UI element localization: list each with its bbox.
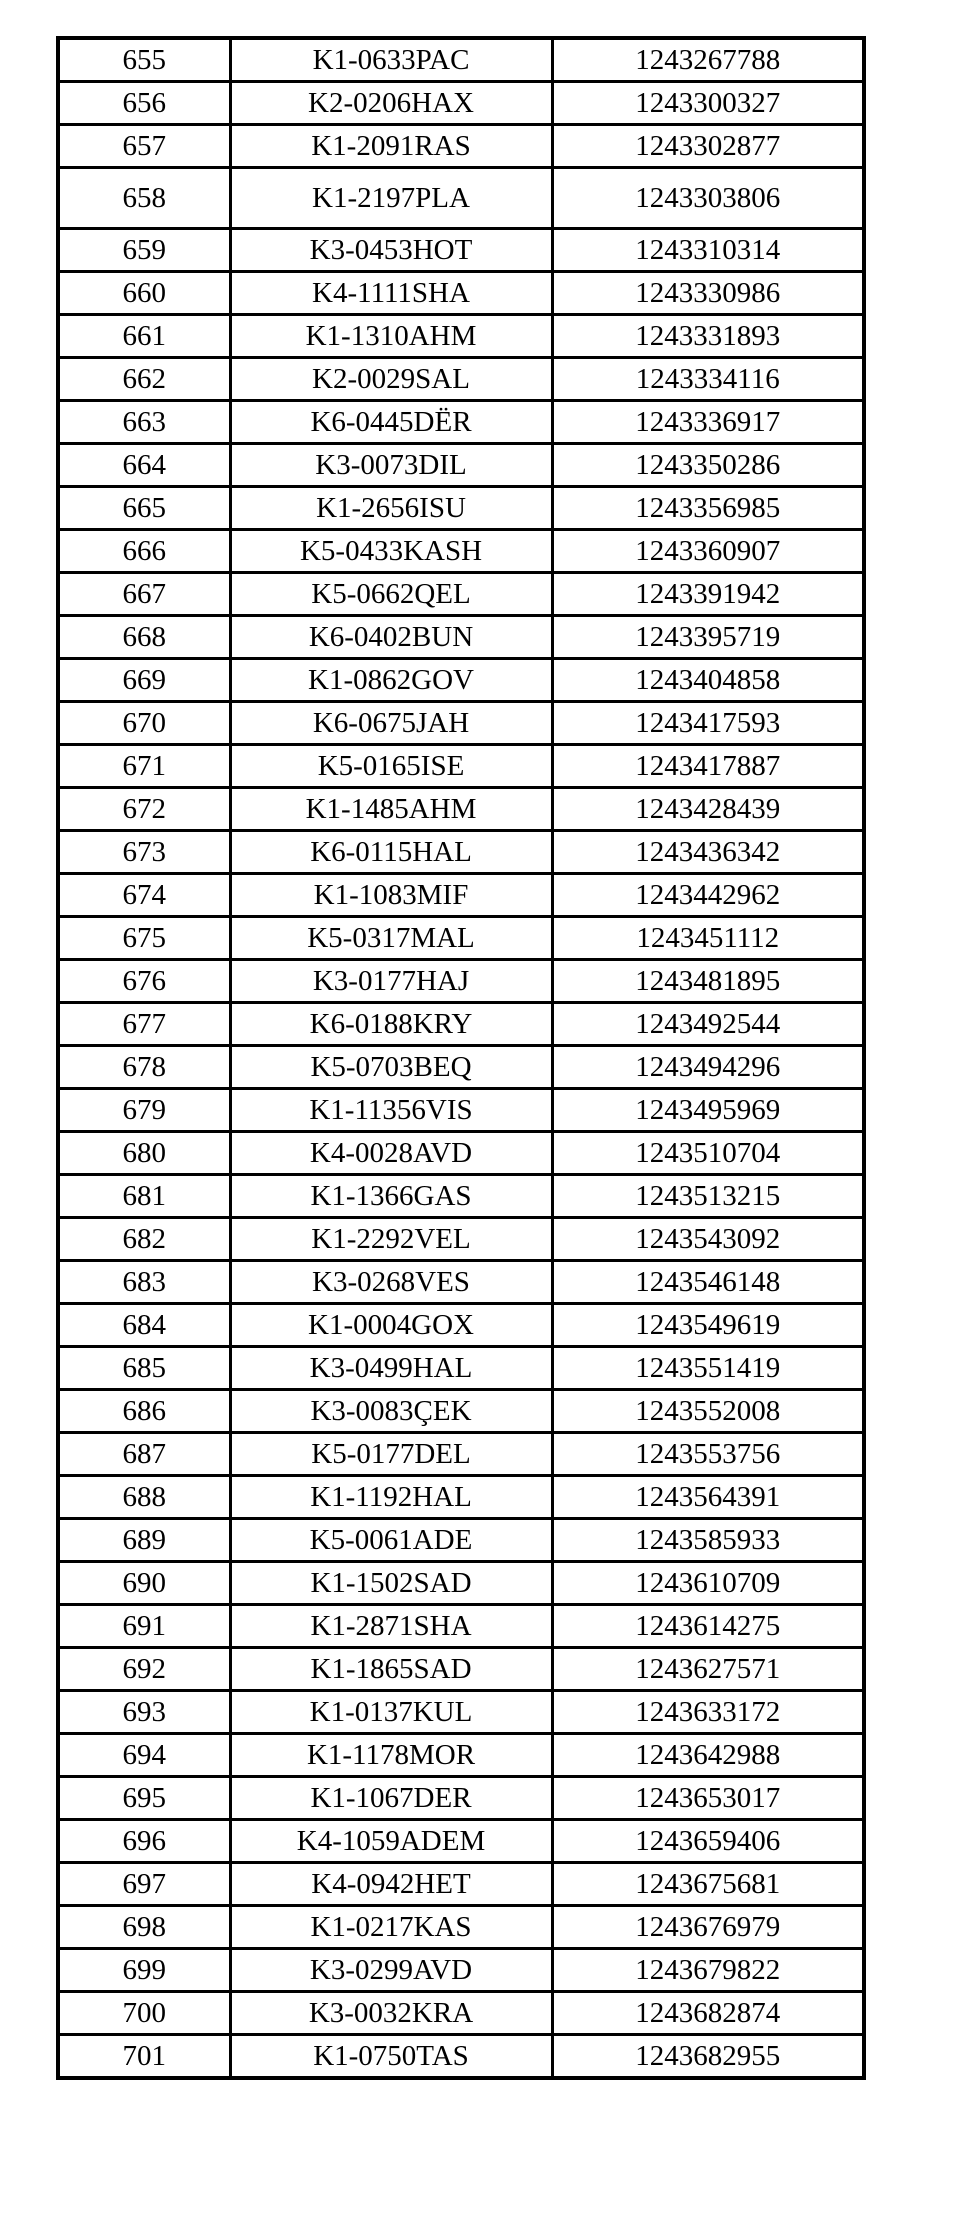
- row-code-cell: K1-0633PAC: [230, 38, 552, 82]
- row-id-cell: 1243417887: [552, 745, 864, 788]
- table-row: [58, 82, 864, 125]
- row-code-cell: K1-1865SAD: [230, 1648, 552, 1691]
- row-code-cell: K1-1502SAD: [230, 1562, 552, 1605]
- row-id-cell: 1243391942: [552, 573, 864, 616]
- row-id-cell: 1243331893: [552, 315, 864, 358]
- table-row: [58, 272, 864, 315]
- row-number-cell: 678: [58, 1046, 230, 1089]
- row-id-cell: 1243334116: [552, 358, 864, 401]
- table-row: [58, 831, 864, 874]
- row-id-cell: 1243543092: [552, 1218, 864, 1261]
- row-number-cell: 677: [58, 1003, 230, 1046]
- row-code-cell: K6-0188KRY: [230, 1003, 552, 1046]
- row-code-cell: K3-0453HOT: [230, 229, 552, 272]
- table-row: [58, 401, 864, 444]
- row-code-cell: K1-0137KUL: [230, 1691, 552, 1734]
- row-number-cell: 673: [58, 831, 230, 874]
- row-id-cell: 1243552008: [552, 1390, 864, 1433]
- table-row: [58, 659, 864, 702]
- row-number-cell: 660: [58, 272, 230, 315]
- row-code-cell: K1-1310AHM: [230, 315, 552, 358]
- table-row: [58, 1046, 864, 1089]
- row-id-cell: 1243610709: [552, 1562, 864, 1605]
- row-id-cell: 1243356985: [552, 487, 864, 530]
- row-id-cell: 1243395719: [552, 616, 864, 659]
- table-row: [58, 1648, 864, 1691]
- row-code-cell: K1-2292VEL: [230, 1218, 552, 1261]
- row-number-cell: 667: [58, 573, 230, 616]
- row-code-cell: K5-0703BEQ: [230, 1046, 552, 1089]
- table-row: [58, 702, 864, 745]
- registry-table: [56, 36, 866, 2080]
- row-number-cell: 694: [58, 1734, 230, 1777]
- row-number-cell: 700: [58, 1992, 230, 2035]
- row-id-cell: 1243495969: [552, 1089, 864, 1132]
- row-number-cell: 692: [58, 1648, 230, 1691]
- row-code-cell: K3-0268VES: [230, 1261, 552, 1304]
- table-row: [58, 125, 864, 168]
- table-body: [58, 38, 864, 2078]
- row-id-cell: 1243330986: [552, 272, 864, 315]
- row-id-cell: 1243336917: [552, 401, 864, 444]
- row-id-cell: 1243481895: [552, 960, 864, 1003]
- row-code-cell: K5-0061ADE: [230, 1519, 552, 1562]
- row-number-cell: 699: [58, 1949, 230, 1992]
- table-row: [58, 1562, 864, 1605]
- table-row: [58, 874, 864, 917]
- row-code-cell: K3-0073DIL: [230, 444, 552, 487]
- row-code-cell: K1-1485AHM: [230, 788, 552, 831]
- row-number-cell: 662: [58, 358, 230, 401]
- row-code-cell: K2-0029SAL: [230, 358, 552, 401]
- row-number-cell: 659: [58, 229, 230, 272]
- row-number-cell: 672: [58, 788, 230, 831]
- row-id-cell: 1243494296: [552, 1046, 864, 1089]
- row-id-cell: 1243510704: [552, 1132, 864, 1175]
- table-row: [58, 1734, 864, 1777]
- row-number-cell: 683: [58, 1261, 230, 1304]
- row-code-cell: K3-0083ÇEK: [230, 1390, 552, 1433]
- row-code-cell: K1-2197PLA: [230, 168, 552, 229]
- row-id-cell: 1243546148: [552, 1261, 864, 1304]
- row-number-cell: 693: [58, 1691, 230, 1734]
- table-row: [58, 1949, 864, 1992]
- row-code-cell: K6-0675JAH: [230, 702, 552, 745]
- row-code-cell: K1-1067DER: [230, 1777, 552, 1820]
- table-row: [58, 444, 864, 487]
- row-number-cell: 664: [58, 444, 230, 487]
- row-number-cell: 686: [58, 1390, 230, 1433]
- row-code-cell: K5-0177DEL: [230, 1433, 552, 1476]
- row-number-cell: 661: [58, 315, 230, 358]
- row-number-cell: 657: [58, 125, 230, 168]
- row-id-cell: 1243564391: [552, 1476, 864, 1519]
- table-row: [58, 616, 864, 659]
- row-code-cell: K5-0317MAL: [230, 917, 552, 960]
- row-number-cell: 676: [58, 960, 230, 1003]
- row-number-cell: 701: [58, 2035, 230, 2079]
- table-row: [58, 1906, 864, 1949]
- table-row: [58, 960, 864, 1003]
- row-number-cell: 669: [58, 659, 230, 702]
- row-id-cell: 1243627571: [552, 1648, 864, 1691]
- row-number-cell: 665: [58, 487, 230, 530]
- table-row: [58, 1605, 864, 1648]
- row-id-cell: 1243310314: [552, 229, 864, 272]
- table-row: [58, 358, 864, 401]
- row-id-cell: 1243436342: [552, 831, 864, 874]
- row-code-cell: K4-1111SHA: [230, 272, 552, 315]
- row-code-cell: K5-0433KASH: [230, 530, 552, 573]
- table-row: [58, 1691, 864, 1734]
- row-code-cell: K5-0662QEL: [230, 573, 552, 616]
- row-number-cell: 684: [58, 1304, 230, 1347]
- row-id-cell: 1243513215: [552, 1175, 864, 1218]
- row-id-cell: 1243633172: [552, 1691, 864, 1734]
- row-number-cell: 668: [58, 616, 230, 659]
- row-id-cell: 1243360907: [552, 530, 864, 573]
- row-number-cell: 666: [58, 530, 230, 573]
- row-code-cell: K1-0217KAS: [230, 1906, 552, 1949]
- table-row: [58, 1175, 864, 1218]
- row-id-cell: 1243300327: [552, 82, 864, 125]
- table-row: [58, 1476, 864, 1519]
- row-code-cell: K4-0942HET: [230, 1863, 552, 1906]
- row-code-cell: K6-0115HAL: [230, 831, 552, 874]
- table-row: [58, 1992, 864, 2035]
- row-code-cell: K1-1083MIF: [230, 874, 552, 917]
- row-code-cell: K1-0004GOX: [230, 1304, 552, 1347]
- row-id-cell: 1243682874: [552, 1992, 864, 2035]
- row-id-cell: 1243653017: [552, 1777, 864, 1820]
- row-code-cell: K3-0299AVD: [230, 1949, 552, 1992]
- row-id-cell: 1243350286: [552, 444, 864, 487]
- row-number-cell: 663: [58, 401, 230, 444]
- row-number-cell: 690: [58, 1562, 230, 1605]
- table-row: [58, 917, 864, 960]
- table-row: [58, 168, 864, 229]
- row-code-cell: K3-0499HAL: [230, 1347, 552, 1390]
- row-id-cell: 1243642988: [552, 1734, 864, 1777]
- row-number-cell: 671: [58, 745, 230, 788]
- row-number-cell: 670: [58, 702, 230, 745]
- row-code-cell: K2-0206HAX: [230, 82, 552, 125]
- row-id-cell: 1243404858: [552, 659, 864, 702]
- row-number-cell: 688: [58, 1476, 230, 1519]
- row-code-cell: K1-1178MOR: [230, 1734, 552, 1777]
- table-row: [58, 745, 864, 788]
- table-row: [58, 1347, 864, 1390]
- row-id-cell: 1243417593: [552, 702, 864, 745]
- row-id-cell: 1243682955: [552, 2035, 864, 2079]
- table-row: [58, 1390, 864, 1433]
- row-number-cell: 685: [58, 1347, 230, 1390]
- table-row: [58, 1777, 864, 1820]
- row-id-cell: 1243302877: [552, 125, 864, 168]
- row-code-cell: K3-0032KRA: [230, 1992, 552, 2035]
- row-code-cell: K4-0028AVD: [230, 1132, 552, 1175]
- row-code-cell: K1-1192HAL: [230, 1476, 552, 1519]
- row-id-cell: 1243428439: [552, 788, 864, 831]
- row-number-cell: 656: [58, 82, 230, 125]
- table-row: [58, 1519, 864, 1562]
- row-id-cell: 1243267788: [552, 38, 864, 82]
- row-id-cell: 1243553756: [552, 1433, 864, 1476]
- table-row: [58, 1089, 864, 1132]
- row-id-cell: 1243614275: [552, 1605, 864, 1648]
- row-code-cell: K6-0402BUN: [230, 616, 552, 659]
- row-number-cell: 687: [58, 1433, 230, 1476]
- row-id-cell: 1243659406: [552, 1820, 864, 1863]
- row-code-cell: K1-2871SHA: [230, 1605, 552, 1648]
- row-number-cell: 691: [58, 1605, 230, 1648]
- table-row: [58, 1820, 864, 1863]
- row-code-cell: K6-0445DËR: [230, 401, 552, 444]
- table-row: [58, 573, 864, 616]
- row-code-cell: K1-0862GOV: [230, 659, 552, 702]
- row-code-cell: K1-1366GAS: [230, 1175, 552, 1218]
- row-id-cell: 1243675681: [552, 1863, 864, 1906]
- row-number-cell: 695: [58, 1777, 230, 1820]
- row-code-cell: K1-2656ISU: [230, 487, 552, 530]
- row-code-cell: K1-11356VIS: [230, 1089, 552, 1132]
- table-row: [58, 1304, 864, 1347]
- row-number-cell: 658: [58, 168, 230, 229]
- row-id-cell: 1243585933: [552, 1519, 864, 1562]
- table-row: [58, 1003, 864, 1046]
- table-row: [58, 788, 864, 831]
- table-row: [58, 229, 864, 272]
- table-row: [58, 1433, 864, 1476]
- row-number-cell: 682: [58, 1218, 230, 1261]
- row-id-cell: 1243676979: [552, 1906, 864, 1949]
- row-number-cell: 697: [58, 1863, 230, 1906]
- table-row: [58, 487, 864, 530]
- table-row: [58, 1132, 864, 1175]
- row-number-cell: 680: [58, 1132, 230, 1175]
- row-number-cell: 689: [58, 1519, 230, 1562]
- row-number-cell: 698: [58, 1906, 230, 1949]
- row-number-cell: 696: [58, 1820, 230, 1863]
- row-code-cell: K1-0750TAS: [230, 2035, 552, 2079]
- row-number-cell: 679: [58, 1089, 230, 1132]
- row-id-cell: 1243451112: [552, 917, 864, 960]
- table-row: [58, 315, 864, 358]
- table-row: [58, 38, 864, 82]
- row-code-cell: K4-1059ADEM: [230, 1820, 552, 1863]
- table-row: [58, 530, 864, 573]
- row-id-cell: 1243679822: [552, 1949, 864, 1992]
- row-id-cell: 1243492544: [552, 1003, 864, 1046]
- table-row: [58, 1218, 864, 1261]
- row-number-cell: 655: [58, 38, 230, 82]
- table-row: [58, 2035, 864, 2079]
- row-code-cell: K5-0165ISE: [230, 745, 552, 788]
- row-id-cell: 1243303806: [552, 168, 864, 229]
- table-row: [58, 1863, 864, 1906]
- row-code-cell: K3-0177HAJ: [230, 960, 552, 1003]
- row-number-cell: 681: [58, 1175, 230, 1218]
- row-id-cell: 1243549619: [552, 1304, 864, 1347]
- row-id-cell: 1243551419: [552, 1347, 864, 1390]
- row-number-cell: 674: [58, 874, 230, 917]
- row-id-cell: 1243442962: [552, 874, 864, 917]
- row-number-cell: 675: [58, 917, 230, 960]
- table-row: [58, 1261, 864, 1304]
- row-code-cell: K1-2091RAS: [230, 125, 552, 168]
